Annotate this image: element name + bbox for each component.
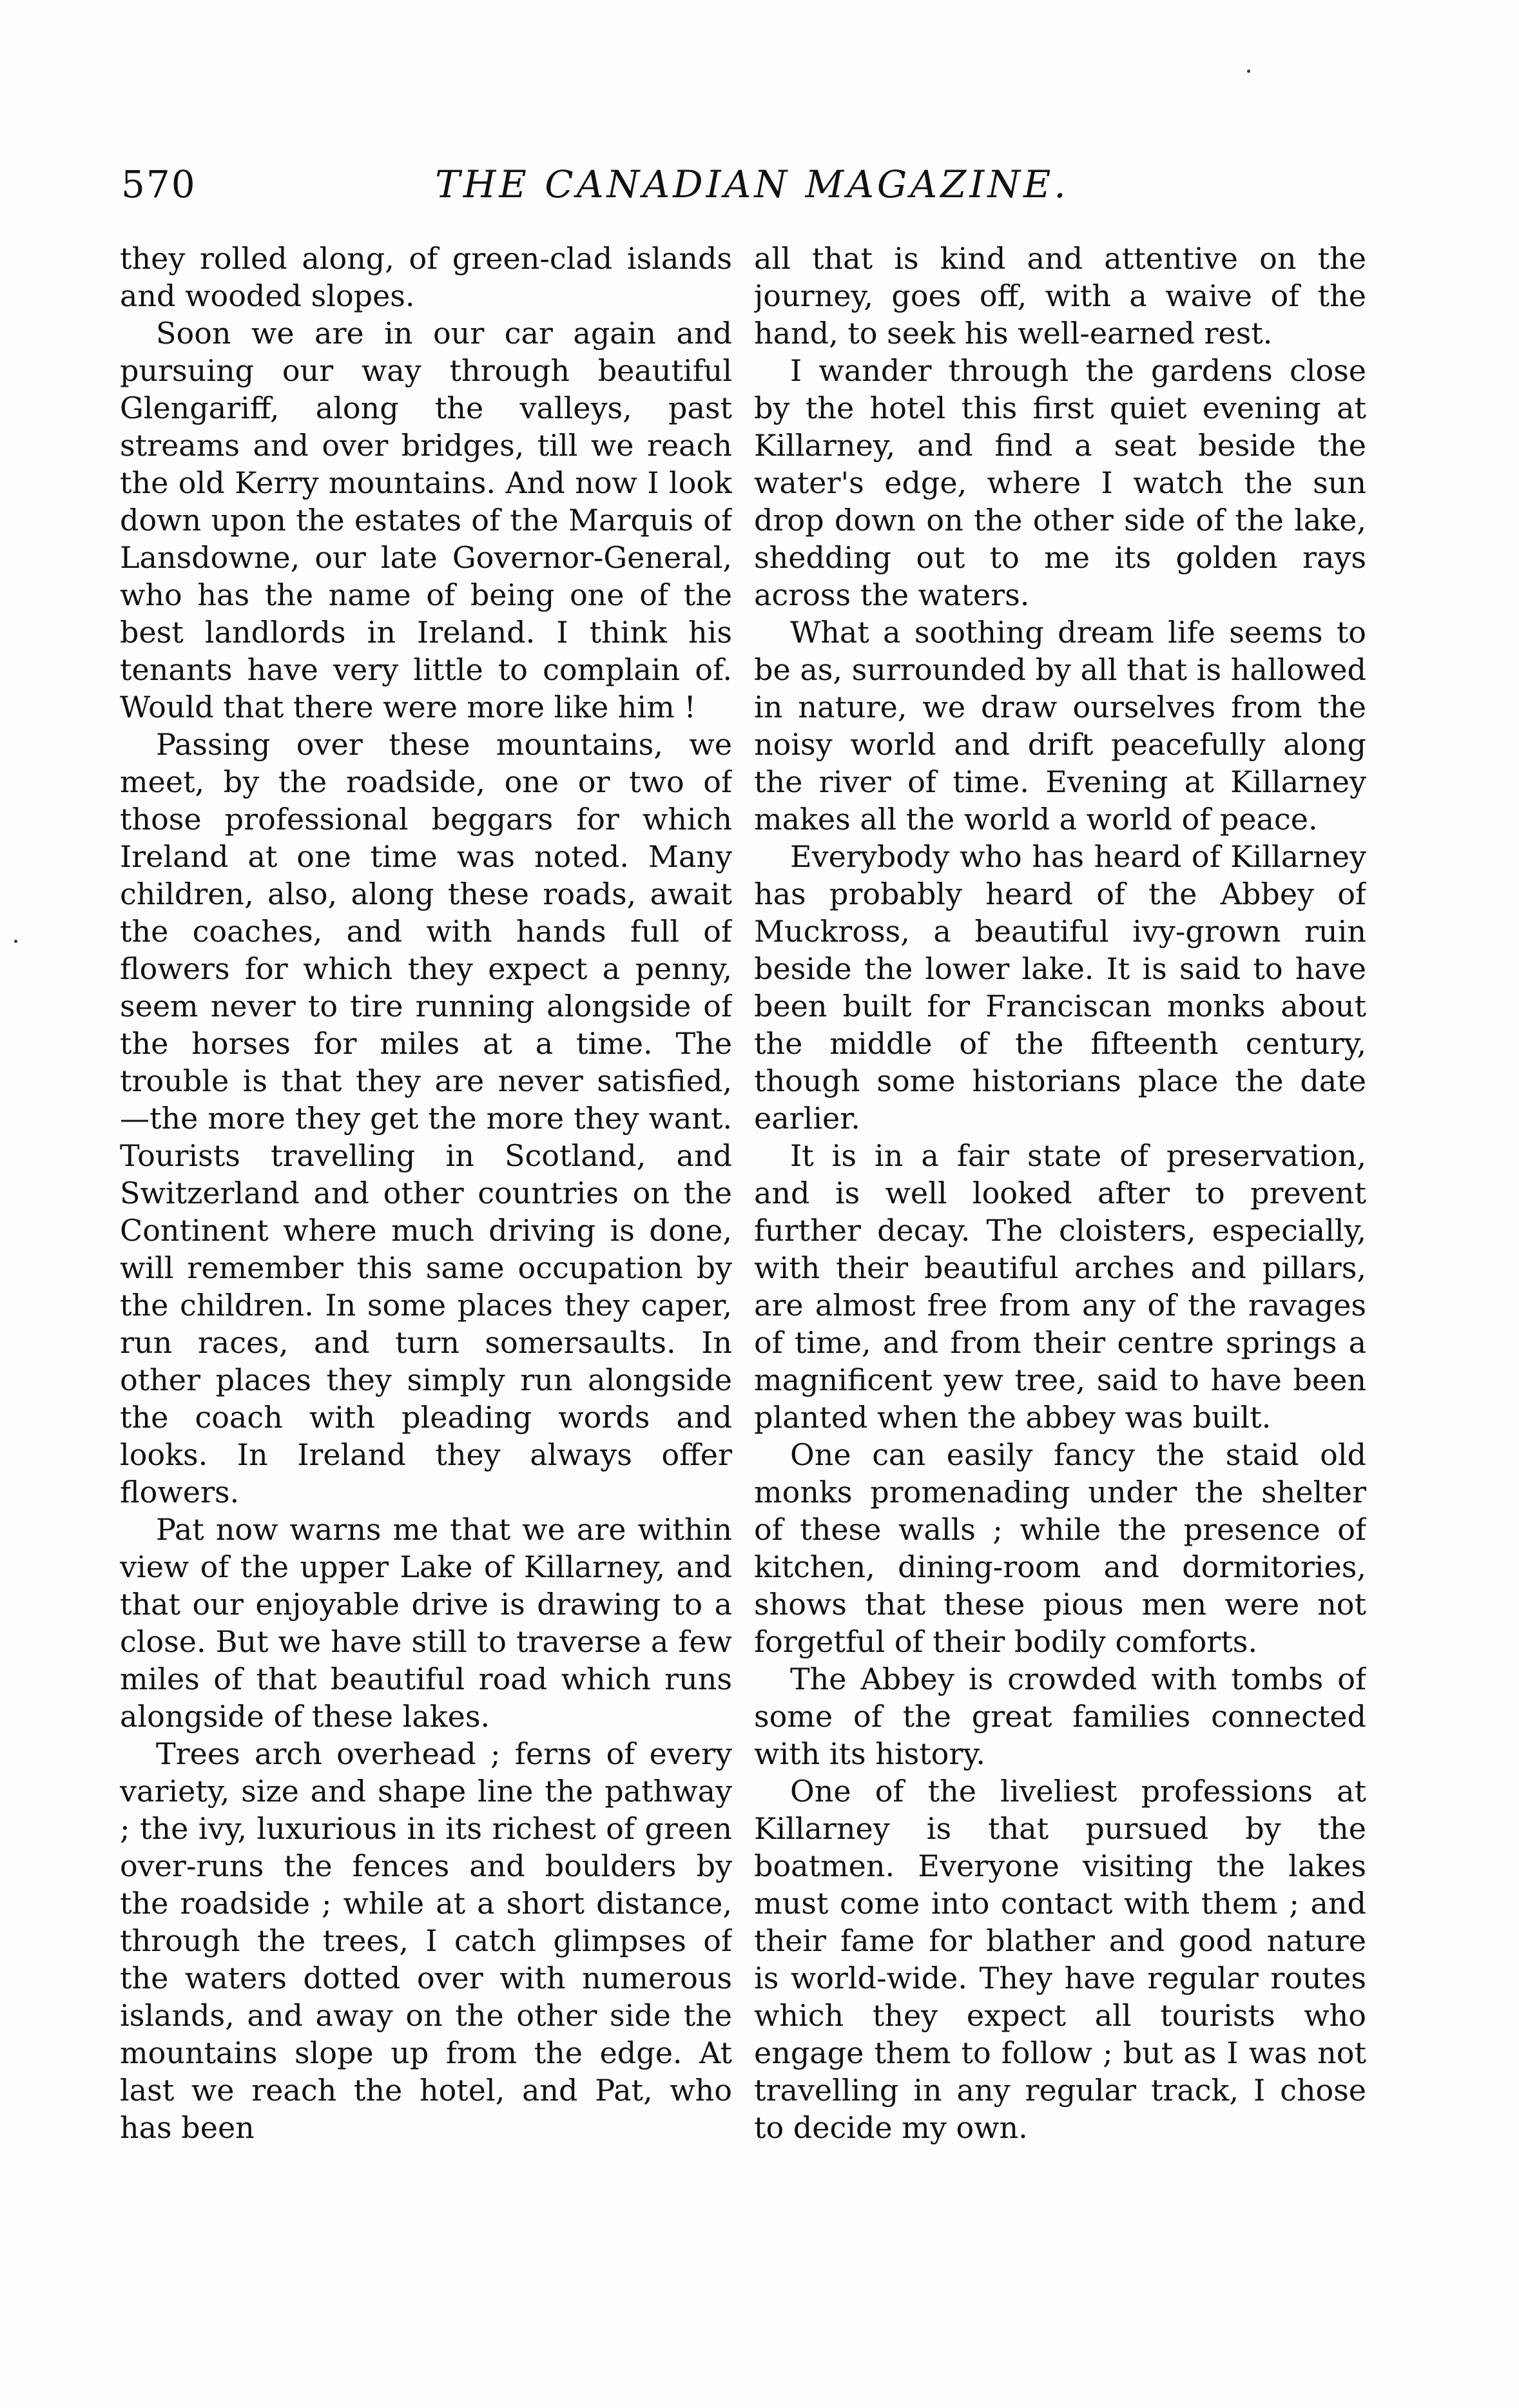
page-header — [121, 162, 1383, 214]
paragraph: Trees arch overhead ; ferns of every variety, size and shape line the pathway ; the ivy, luxurious in its richest of green over-runs the fences and boulders by the roadside ; while at a short distance, through the trees, I catch glimpses of the waters dotted over with numerous islands, and away on the other side the mountains slope up from the edge. At last we reach the hotel, and Pat, who has been — [120, 1736, 732, 2145]
paper-speck — [1247, 70, 1250, 73]
paragraph: Passing over these mountains, we meet, by the roadside, one or two of those professional beggars for which Ireland at one time was noted. Many children, also, along these roads, await the coaches, and with hands full of flowers for which they expect a penny, seem never to tire running alongside of the horses for miles at a time. The trouble is that they are never satisfied, —the more they get the more they want. Tourists travelling in Scotland, and Switzerland and other countries on the Continent where much driving is done, will remember this same occupation by the children. In some places they caper, run races, and turn somersaults. In other places they simply run alongside the coach with pleading words and looks. In Ireland they always offer flowers. — [120, 727, 732, 1510]
paper-speck — [14, 940, 17, 943]
running-title: THE CANADIAN MAGAZINE. — [435, 162, 1069, 206]
paragraph: they rolled along, of green-clad islands and wooded slopes. — [120, 241, 732, 313]
page-number: 570 — [121, 162, 197, 206]
paragraph: all that is kind and attentive on the journey, goes off, with a waive of the hand, to seek his well-earned rest. — [754, 241, 1366, 351]
paragraph: One can easily fancy the staid old monks promenading under the shelter of these walls ; while the presence of kitchen, dining-room and dormitories, shows that these pious men were not forgetful of their bodily comforts. — [754, 1437, 1366, 1659]
right-column — [754, 240, 1366, 2225]
paragraph: What a soothing dream life seems to be as, surrounded by all that is hallowed in nature, we draw ourselves from the noisy world and drift peacefully along the river of time. Evening at Killarney makes all the world a world of peace. — [754, 615, 1366, 837]
left-column — [120, 240, 732, 2225]
paragraph: I wander through the gardens close by the hotel this first quiet evening at Killarney, and find a seat beside the water's edge, where I watch the sun drop down on the other side of the lake, shedding out to me its golden rays across the waters. — [754, 353, 1366, 612]
paragraph: It is in a fair state of preservation, and is well looked after to prevent further decay. The cloisters, especially, with their beautiful arches and pillars, are almost free from any of the ravages of time, and from their centre springs a magnificent yew tree, said to have been planted when the abbey was built. — [754, 1138, 1366, 1435]
paragraph: Soon we are in our car again and pursuing our way through beautiful Glengariff, along the valleys, past streams and over bridges, till we reach the old Kerry mountains. And now I look down upon the estates of the Marquis of Lansdowne, our late Governor-General, who has the name of being one of the best landlords in Ireland. I think his tenants have very little to complain of. Would that there were more like him ! — [120, 316, 732, 724]
paragraph: The Abbey is crowded with tombs of some of the great families connected with its history. — [754, 1662, 1366, 1771]
paragraph: Pat now warns me that we are within view of the upper Lake of Killarney, and that our enjoyable drive is drawing to a close. But we have still to traverse a few miles of that beautiful road which runs alongside of these lakes. — [120, 1512, 732, 1734]
paragraph: Everybody who has heard of Killarney has probably heard of the Abbey of Muckross, a beautiful ivy-grown ruin beside the lower lake. It is said to have been built for Franciscan monks about the middle of the fifteenth century, though some historians place the date earlier. — [754, 839, 1366, 1136]
paragraph: One of the liveliest professions at Killarney is that pursued by the boatmen. Everyone visiting the lakes must come into contact with them ; and their fame for blather and good nature is world-wide. They have regular routes which they expect all tourists who engage them to follow ; but as I was not travelling in any regular track, I chose to decide my own. — [754, 1774, 1366, 2145]
